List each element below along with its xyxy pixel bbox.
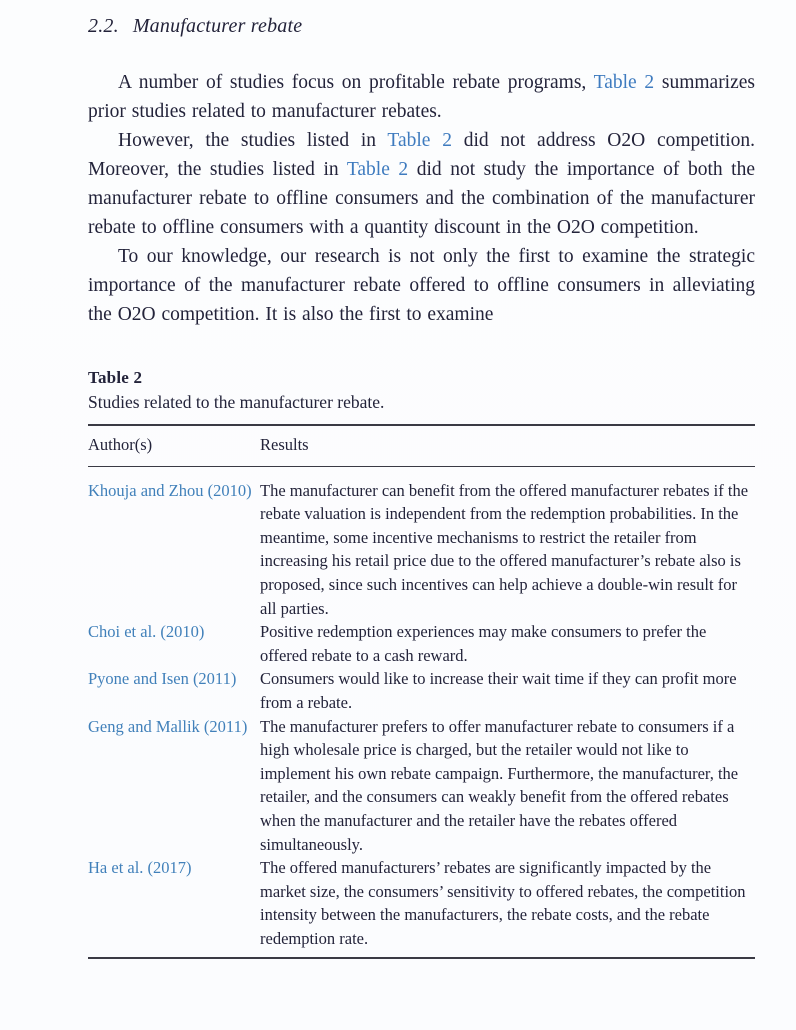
table-2-citation-link[interactable]: Table 2	[593, 72, 655, 93]
table-caption: Studies related to the manufacturer rebate.	[88, 392, 385, 412]
table-row	[88, 715, 755, 857]
results-cell: Consumers would like to increase their wait time if they can profit more from a rebate.	[260, 669, 737, 712]
citation-link-geng-mallik-2011[interactable]: Geng and Mallik (2011)	[88, 716, 248, 736]
body-text	[88, 68, 755, 329]
paragraph-1	[88, 68, 755, 126]
table-header	[88, 425, 755, 466]
paragraph-3	[88, 242, 755, 329]
text-run: summarizes prior studies related to manufacturer rebates.	[88, 72, 755, 122]
results-cell: The manufacturer can benefit from the offered manufacturer rebates if the rebate valuation is independent from the redemption probabilities. In the meantime, some incentive mechanisms to restrict the retailer from increasing his retail price due to the offered manufacturer’s rebate also is proposed, since such incentives can help achieve a double-win result for all parties.	[260, 480, 749, 618]
results-cell: The manufacturer prefers to offer manufacturer rebate to consumers if a high wholesale price is charged, but the retailer would not like to implement his own rebate campaign. Furthermore, the manufacturer, the retailer, and the consumers can weakly benefit from the offered rebates when the manufacturer and the retailer have the rebates offered simultaneously.	[260, 716, 739, 854]
table-row	[88, 620, 755, 667]
section-number: 2.2.	[88, 15, 119, 37]
table-body	[88, 466, 755, 958]
table-row	[88, 466, 755, 620]
citation-link-ha-2017[interactable]: Ha et al. (2017)	[88, 858, 192, 878]
results-cell: Positive redemption experiences may make consumers to prefer the offered rebate to a cash reward.	[260, 622, 707, 665]
paragraph-2	[88, 126, 755, 242]
table-2-block	[88, 366, 755, 959]
table-header-row	[88, 425, 755, 466]
citation-link-choi-2010[interactable]: Choi et al. (2010)	[88, 622, 205, 642]
table-2	[88, 424, 755, 959]
text-run: To our knowledge, our research is not only the first to examine the strategic importance of the manufacturer rebate offered to offline consumers in alleviating the O2O competition. It is also the first to examine	[88, 246, 755, 325]
results-cell: The offered manufacturers’ rebates are significantly impacted by the market size, the consumers’ sensitivity to offered rebates, the competition intensity between the manufacturers, the rebate costs, and the rebate redemption rate.	[260, 858, 746, 948]
section-heading	[88, 14, 755, 38]
table-row	[88, 667, 755, 714]
column-header-results: Results	[260, 425, 755, 466]
table-2-citation-link[interactable]: Table 2	[387, 130, 452, 151]
text-run: However, the studies listed in	[118, 130, 388, 151]
column-header-authors: Author(s)	[88, 425, 260, 466]
table-row	[88, 856, 755, 958]
citation-link-khouja-zhou-2010[interactable]: Khouja and Zhou (2010)	[88, 480, 252, 500]
text-run: did not study the importance of both the manufacturer rebate to offline consumers and the combination of the manufacturer rebate to offline consumers with a quantity discount in the O2O competition.	[88, 159, 755, 238]
table-2-citation-link[interactable]: Table 2	[346, 159, 409, 180]
citation-link-pyone-isen-2011[interactable]: Pyone and Isen (2011)	[88, 669, 237, 689]
table-label: Table 2	[88, 368, 143, 387]
text-run: did not address O2O competition. Moreover, the studies listed in	[88, 130, 755, 180]
section-title: Manufacturer rebate	[132, 15, 303, 37]
text-run: A number of studies focus on profitable rebate programs,	[118, 72, 594, 93]
